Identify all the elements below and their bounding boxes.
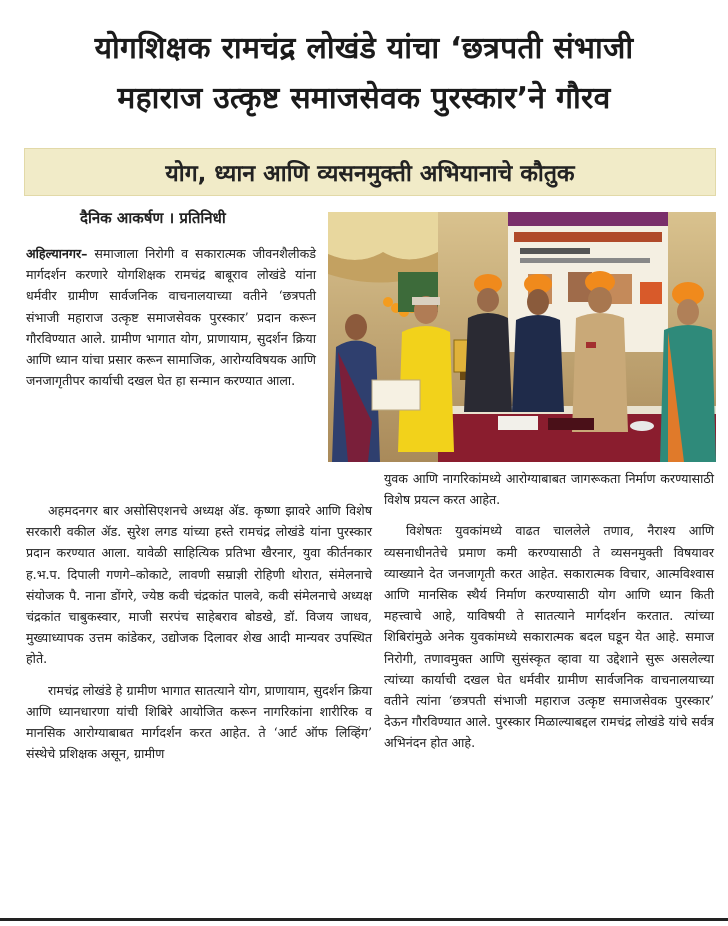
ceremony-photo-illustration [328,212,716,462]
article-column-right [384,468,714,764]
paragraph-4: विशेषतः युवकांमध्ये वाढत चाललेले तणाव, नैराश्य आणि व्यसनाधीनतेचे प्रमाण कमी करण्यासाठी ते व्यसनमुक्ती विषयावर व्याख्याने देत जनजागृती करत आहेत. सकारात्मक विचार, आत्मविश्वास आणि मानसिक स्थैर्य निर्माण करण्यासाठी योग आणि ध्यान किती महत्त्वाचे आहे, याविषयी ते सातत्याने मार्गदर्शन करतात. त्यांच्या शिबिरांमुळे अनेक युवकांमध्ये सकारात्मक बदल घडून येत आहे. समाज निरोगी, तणावमुक्त आणि सुसंस्कृत व्हावा या उद्देशाने सुरू असलेल्या त्यांच्या कार्याची दखल घेत धर्मवीर ग्रामीण सार्वजनिक वाचनालयाच्या वतीने त्यांना ‘छत्रपती संभाजी महाराज उत्कृष्ट समाजसेवक पुरस्कार’ देऊन गौरविण्यात आले. पुरस्कार मिळाल्याबद्दल रामचंद्र लोखंडे यांचे सर्वत्र अभिनंदन होत आहे. [384,523,714,751]
headline [8,24,720,124]
dateline: अहिल्यानगर– [26,246,88,261]
paragraph-1 [26,243,316,391]
paragraph-2: अहमदनगर बार असोसिएशनचे अध्यक्ष ॲड. कृष्णा झावरे आणि विशेष सरकारी वकील ॲड. सुरेश लगड यांच्या हस्ते रामचंद्र लोखंडे यांना पुरस्कार प्रदान करण्यात आला. यावेळी साहित्यिक प्रतिभा खैरनार, युवा कीर्तनकार ह.भ.प. दिपाली गणगे–कोकाटे, लावणी सम्राज्ञी रोहिणी थोरात, संमेलनाचे संयोजक पै. नाना डोंगरे, ज्येष्ठ कवी चंद्रकांत पालवे, कवी संमेलनाचे अध्यक्ष चंद्रकांत चाबुकस्वार, माजी सरपंच साहेबराव बोडखे, डॉ. विजय जाधव, मुख्याध्यापक उत्तम कांडेकर, उद्योजक दिलावर शेख आदी मान्यवर उपस्थित होते. [26,503,372,667]
article-column-left-bottom [26,500,372,774]
article-column-left-top [26,243,316,401]
headline-line-1: योगशिक्षक रामचंद्र लोखंडे यांचा ‘छत्रपती संभाजी [94,31,634,66]
subheadline-banner [24,148,716,196]
headline-line-2: महाराज उत्कृष्ट समाजसेवक पुरस्कार’ने गौरव [117,81,611,116]
paragraph-1-text: समाजाला निरोगी व सकारात्मक जीवनशैलीकडे मार्गदर्शन करणारे योगशिक्षक रामचंद्र बाबूराव लोखंडे यांना धर्मवीर ग्रामीण सार्वजनिक वाचनालयाच्या वतीने ‘छत्रपती संभाजी महाराज उत्कृष्ट समाजसेवक पुरस्कार’ प्रदान करून गौरविण्यात आले. ग्रामीण भागात योग, प्राणायाम, सुदर्शन क्रिया आणि ध्यान यांचा प्रसार करून सामाजिक, आरोग्यविषयक आणि जनजागृतीपर कार्याची दखल घेत हा सन्मान करण्यात आला. [26,246,316,389]
bottom-rule [0,918,728,921]
paragraph-3-continued: युवक आणि नागरिकांमध्ये आरोग्याबाबत जागरूकता निर्माण करण्यासाठी विशेष प्रयत्न करत आहेत. [384,471,714,508]
subheadline: योग, ध्यान आणि व्यसनमुक्ती अभियानाचे कौतुक [165,161,575,187]
byline: दैनिक आकर्षण । प्रतिनिधी [80,209,226,227]
paragraph-3: रामचंद्र लोखंडे हे ग्रामीण भागात सातत्याने योग, प्राणायाम, सुदर्शन क्रिया आणि ध्यानधारणा यांची शिबिरे आयोजित करून नागरिकांना शारीरिक व मानसिक आरोग्याबाबत मार्गदर्शन करत आहेत. ते ‘आर्ट ऑफ लिव्हिंग’ संस्थेचे प्रशिक्षक असून, ग्रामीण [26,682,372,762]
ceremony-photo [328,212,716,462]
